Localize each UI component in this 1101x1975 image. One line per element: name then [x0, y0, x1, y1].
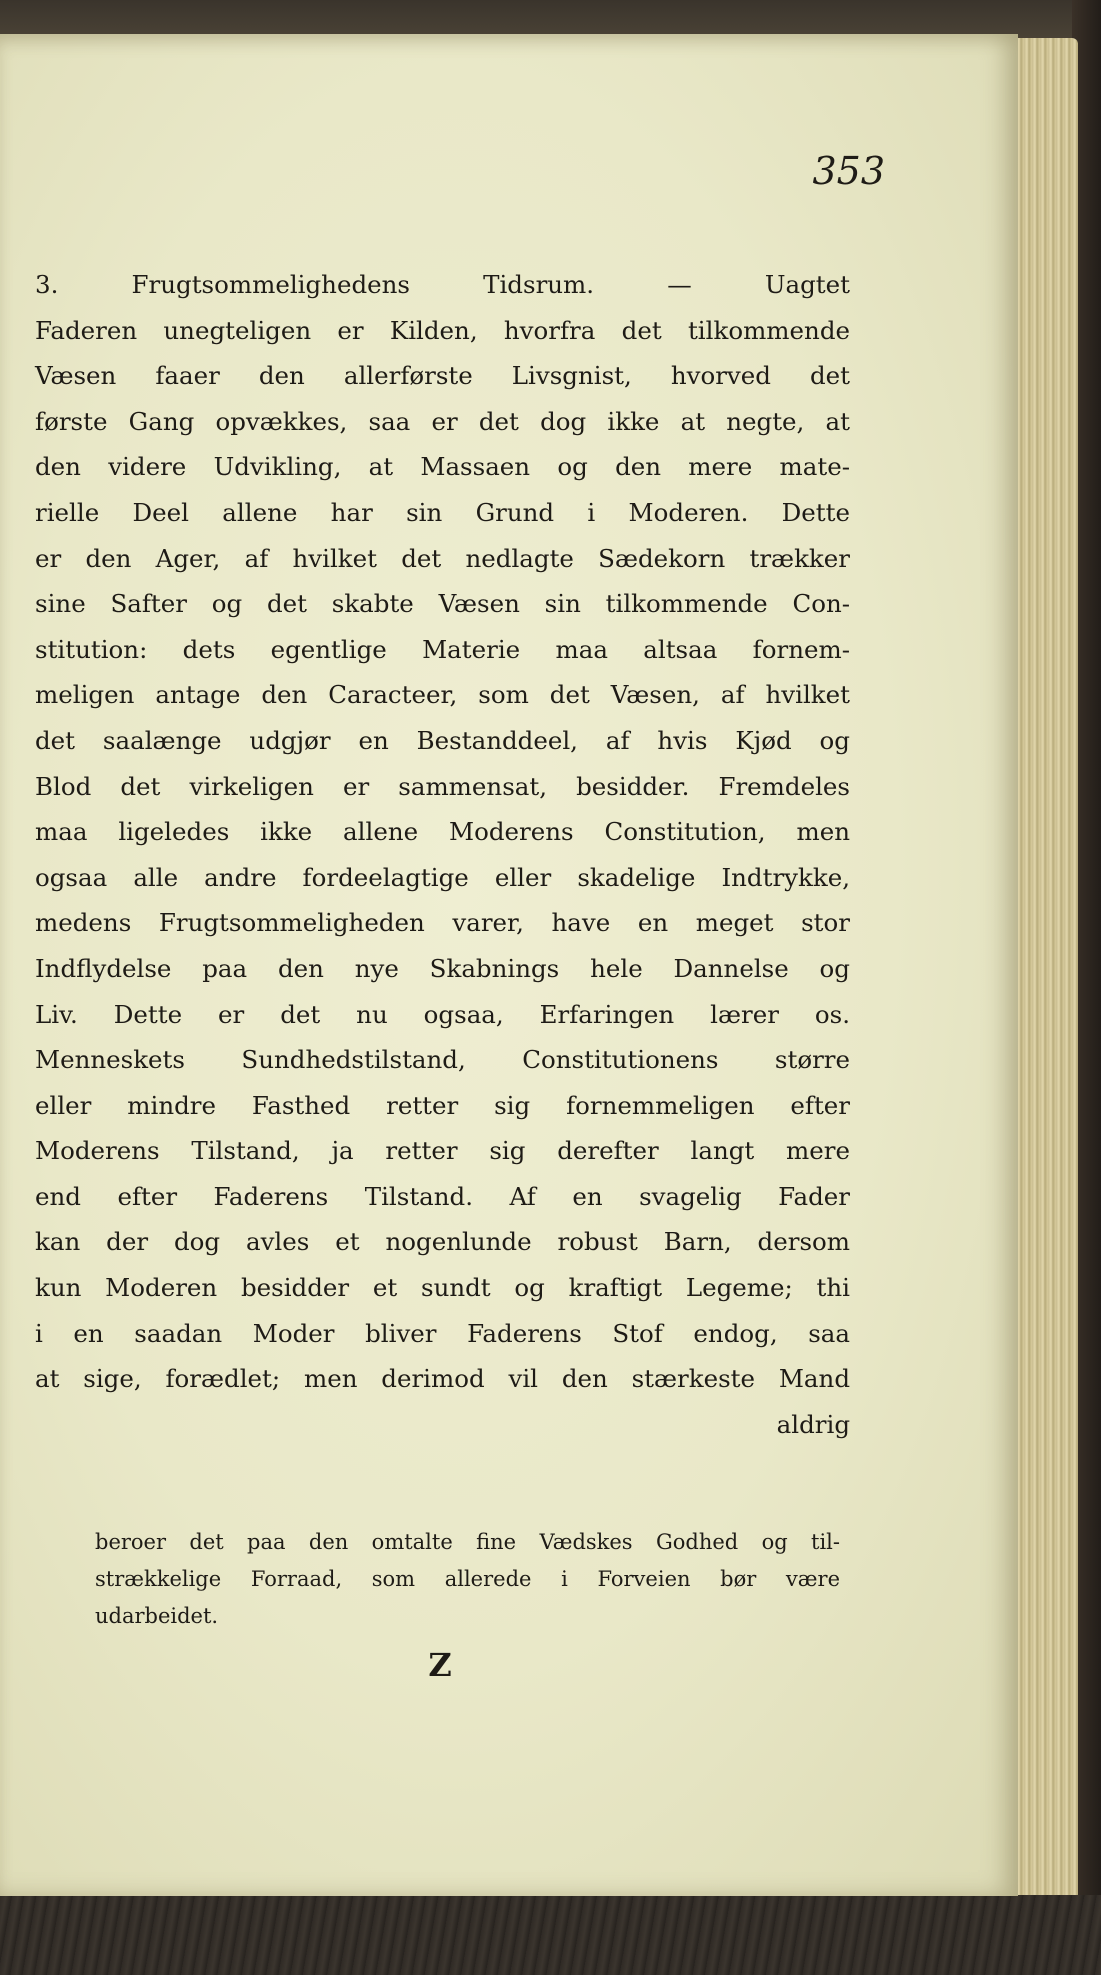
text-line: Menneskets Sundhedstilstand, Constitutionens større [35, 1045, 850, 1075]
text-line: det saalænge udgjør en Bestanddeel, af hvis Kjød og [35, 725, 850, 755]
text-line: Blod det virkeligen er sammensat, besidder. Fremdeles [35, 771, 850, 801]
text-line: Faderen unegteligen er Kilden, hvorfra det tilkommende [35, 315, 850, 345]
text-line: meligen antage den Caracteer, som det Væsen, af hvilket [35, 680, 850, 710]
text-line: end efter Faderens Tilstand. Af en svagelig Fader [35, 1181, 850, 1211]
text-line: eller mindre Fasthed retter sig fornemmeligen efter [35, 1090, 850, 1120]
text-line: Liv. Dette er det nu ogsaa, Erfaringen lærer os. [35, 999, 850, 1029]
text-line: kan der dog avles et nogenlunde robust Barn, dersom [35, 1227, 850, 1257]
footnote-line: strækkelige Forraad, som allerede i Forveien bør være [95, 1567, 840, 1591]
book-page [0, 34, 1018, 1896]
catchword: aldrig [776, 1409, 850, 1439]
text-line: medens Frugtsommeligheden varer, have en meget stor [35, 908, 850, 938]
footnote-line: udarbeidet. [95, 1604, 219, 1628]
text-line: ogsaa alle andre fordeelagtige eller skadelige Indtrykke, [35, 862, 850, 892]
text-line: Væsen faaer den allerførste Livsgnist, hvorved det [35, 361, 850, 391]
text-line: 3. Frugtsommelighedens Tidsrum. — Uagtet [35, 270, 850, 299]
signature-mark: Z [428, 1646, 452, 1684]
footnote-line: beroer det paa den omtalte fine Vædskes Godhed og til- [95, 1530, 840, 1554]
text-line: maa ligeledes ikke allene Moderens Constitution, men [35, 817, 850, 847]
footnote [95, 1524, 840, 1635]
text-line: Moderens Tilstand, ja retter sig derefter langt mere [35, 1136, 850, 1166]
page-edges [1008, 38, 1078, 1900]
text-line: rielle Deel allene har sin Grund i Moderen. Dette [35, 497, 850, 527]
text-line: i en saadan Moder bliver Faderens Stof endog, saa [35, 1318, 850, 1348]
text-line: Indflydelse paa den nye Skabnings hele Dannelse og [35, 953, 850, 983]
text-line: er den Ager, af hvilket det nedlagte Sædekorn trækker [35, 543, 850, 573]
text-line: at sige, forædlet; men derimod vil den stærkeste Mand [35, 1364, 850, 1394]
text-line: sine Safter og det skabte Væsen sin tilkommende Con- [35, 589, 850, 619]
main-text [35, 262, 850, 1447]
text-line: kun Moderen besidder et sundt og kraftigt Legeme; thi [35, 1273, 850, 1303]
page-number: 353 [812, 149, 885, 193]
text-line: første Gang opvækkes, saa er det dog ikke at negte, at [35, 406, 850, 436]
backdrop-bottom [0, 1895, 1101, 1975]
text-line: den videre Udvikling, at Massaen og den mere mate- [35, 452, 850, 482]
text-line: stitution: dets egentlige Materie maa altsaa fornem- [35, 634, 850, 664]
